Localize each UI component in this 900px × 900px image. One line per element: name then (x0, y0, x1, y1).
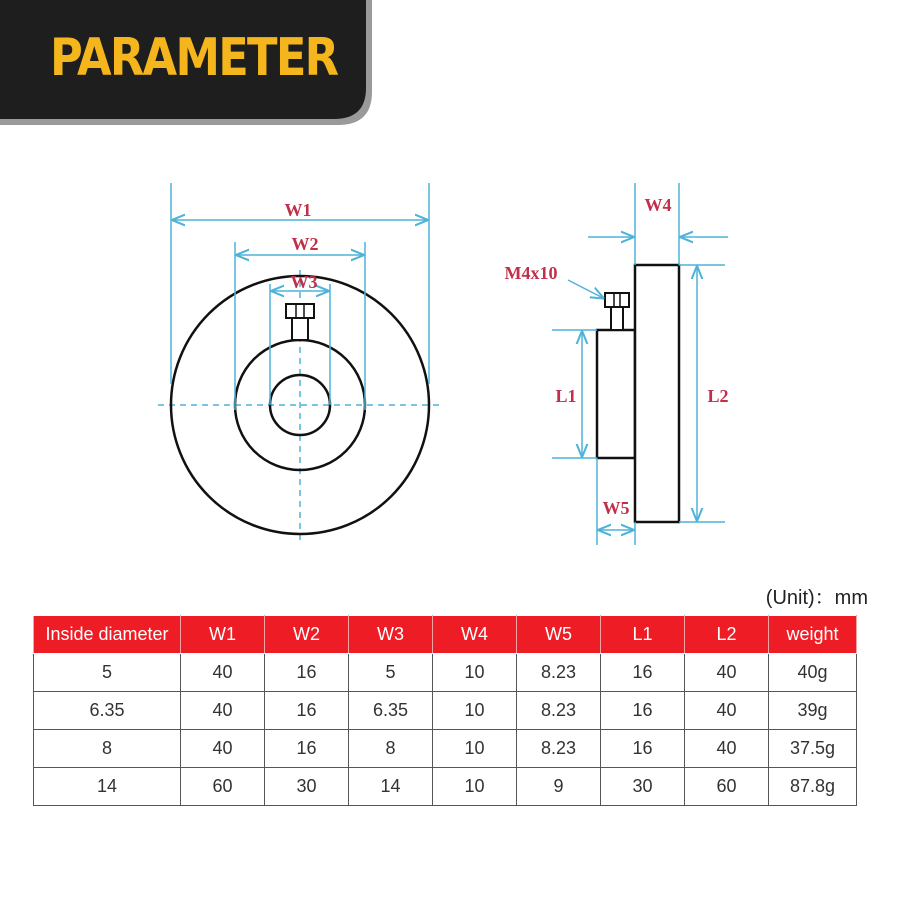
hub-profile (597, 330, 635, 458)
table-cell: 40 (181, 654, 265, 692)
set-screw (286, 304, 314, 340)
technical-drawing (0, 170, 900, 570)
table-cell: 8 (34, 730, 181, 768)
table-cell: 16 (601, 730, 685, 768)
wheel-profile (635, 265, 679, 522)
table-cell: 5 (349, 654, 433, 692)
table-cell: 16 (265, 654, 349, 692)
table-cell: 6.35 (349, 692, 433, 730)
table-cell: 40 (685, 692, 769, 730)
table-cell: 10 (433, 730, 517, 768)
table-header-row (34, 616, 857, 654)
table-cell: 8.23 (517, 730, 601, 768)
table-cell: 40 (181, 730, 265, 768)
table-row (34, 730, 857, 768)
column-header: W5 (517, 616, 601, 654)
w5-label: W5 (602, 498, 630, 518)
l2-label: L2 (707, 386, 729, 406)
table-cell: 8 (349, 730, 433, 768)
table-cell: 40 (685, 730, 769, 768)
table-cell: 16 (265, 730, 349, 768)
table-cell: 16 (601, 692, 685, 730)
table-cell: 14 (34, 768, 181, 806)
column-header: W2 (265, 616, 349, 654)
table-cell: 39g (769, 692, 857, 730)
table-row (34, 692, 857, 730)
side-view (505, 183, 729, 545)
column-header: L1 (601, 616, 685, 654)
table-cell: 30 (601, 768, 685, 806)
table-cell: 14 (349, 768, 433, 806)
table-cell: 40g (769, 654, 857, 692)
table-row (34, 768, 857, 806)
table-cell: 10 (433, 654, 517, 692)
screw-label: M4x10 (504, 263, 558, 283)
table-cell: 40 (685, 654, 769, 692)
table-row (34, 654, 857, 692)
page-title: PARAMETER (50, 28, 338, 88)
table-cell: 5 (34, 654, 181, 692)
table-cell: 16 (265, 692, 349, 730)
parameter-banner (0, 0, 378, 130)
unit-note: (Unit)：mm (765, 587, 868, 609)
table-cell: 6.35 (34, 692, 181, 730)
w3-label: W3 (290, 272, 318, 292)
table-cell: 60 (685, 768, 769, 806)
column-header: W4 (433, 616, 517, 654)
table-cell: 10 (433, 692, 517, 730)
table-cell: 8.23 (517, 654, 601, 692)
table-cell: 10 (433, 768, 517, 806)
table-cell: 9 (517, 768, 601, 806)
table-cell: 60 (181, 768, 265, 806)
front-view (158, 183, 440, 545)
table-cell: 40 (181, 692, 265, 730)
table-cell: 87.8g (769, 768, 857, 806)
table-cell: 30 (265, 768, 349, 806)
table-cell: 8.23 (517, 692, 601, 730)
w1-label: W1 (284, 200, 312, 220)
w4-label: W4 (644, 195, 672, 215)
column-header: Inside diameter (34, 616, 181, 654)
parameter-table (33, 615, 857, 806)
column-header: W3 (349, 616, 433, 654)
table-cell: 16 (601, 654, 685, 692)
column-header: weight (769, 616, 857, 654)
table-cell: 37.5g (769, 730, 857, 768)
w2-label: W2 (291, 234, 319, 254)
l1-label: L1 (555, 386, 577, 406)
column-header: W1 (181, 616, 265, 654)
column-header: L2 (685, 616, 769, 654)
